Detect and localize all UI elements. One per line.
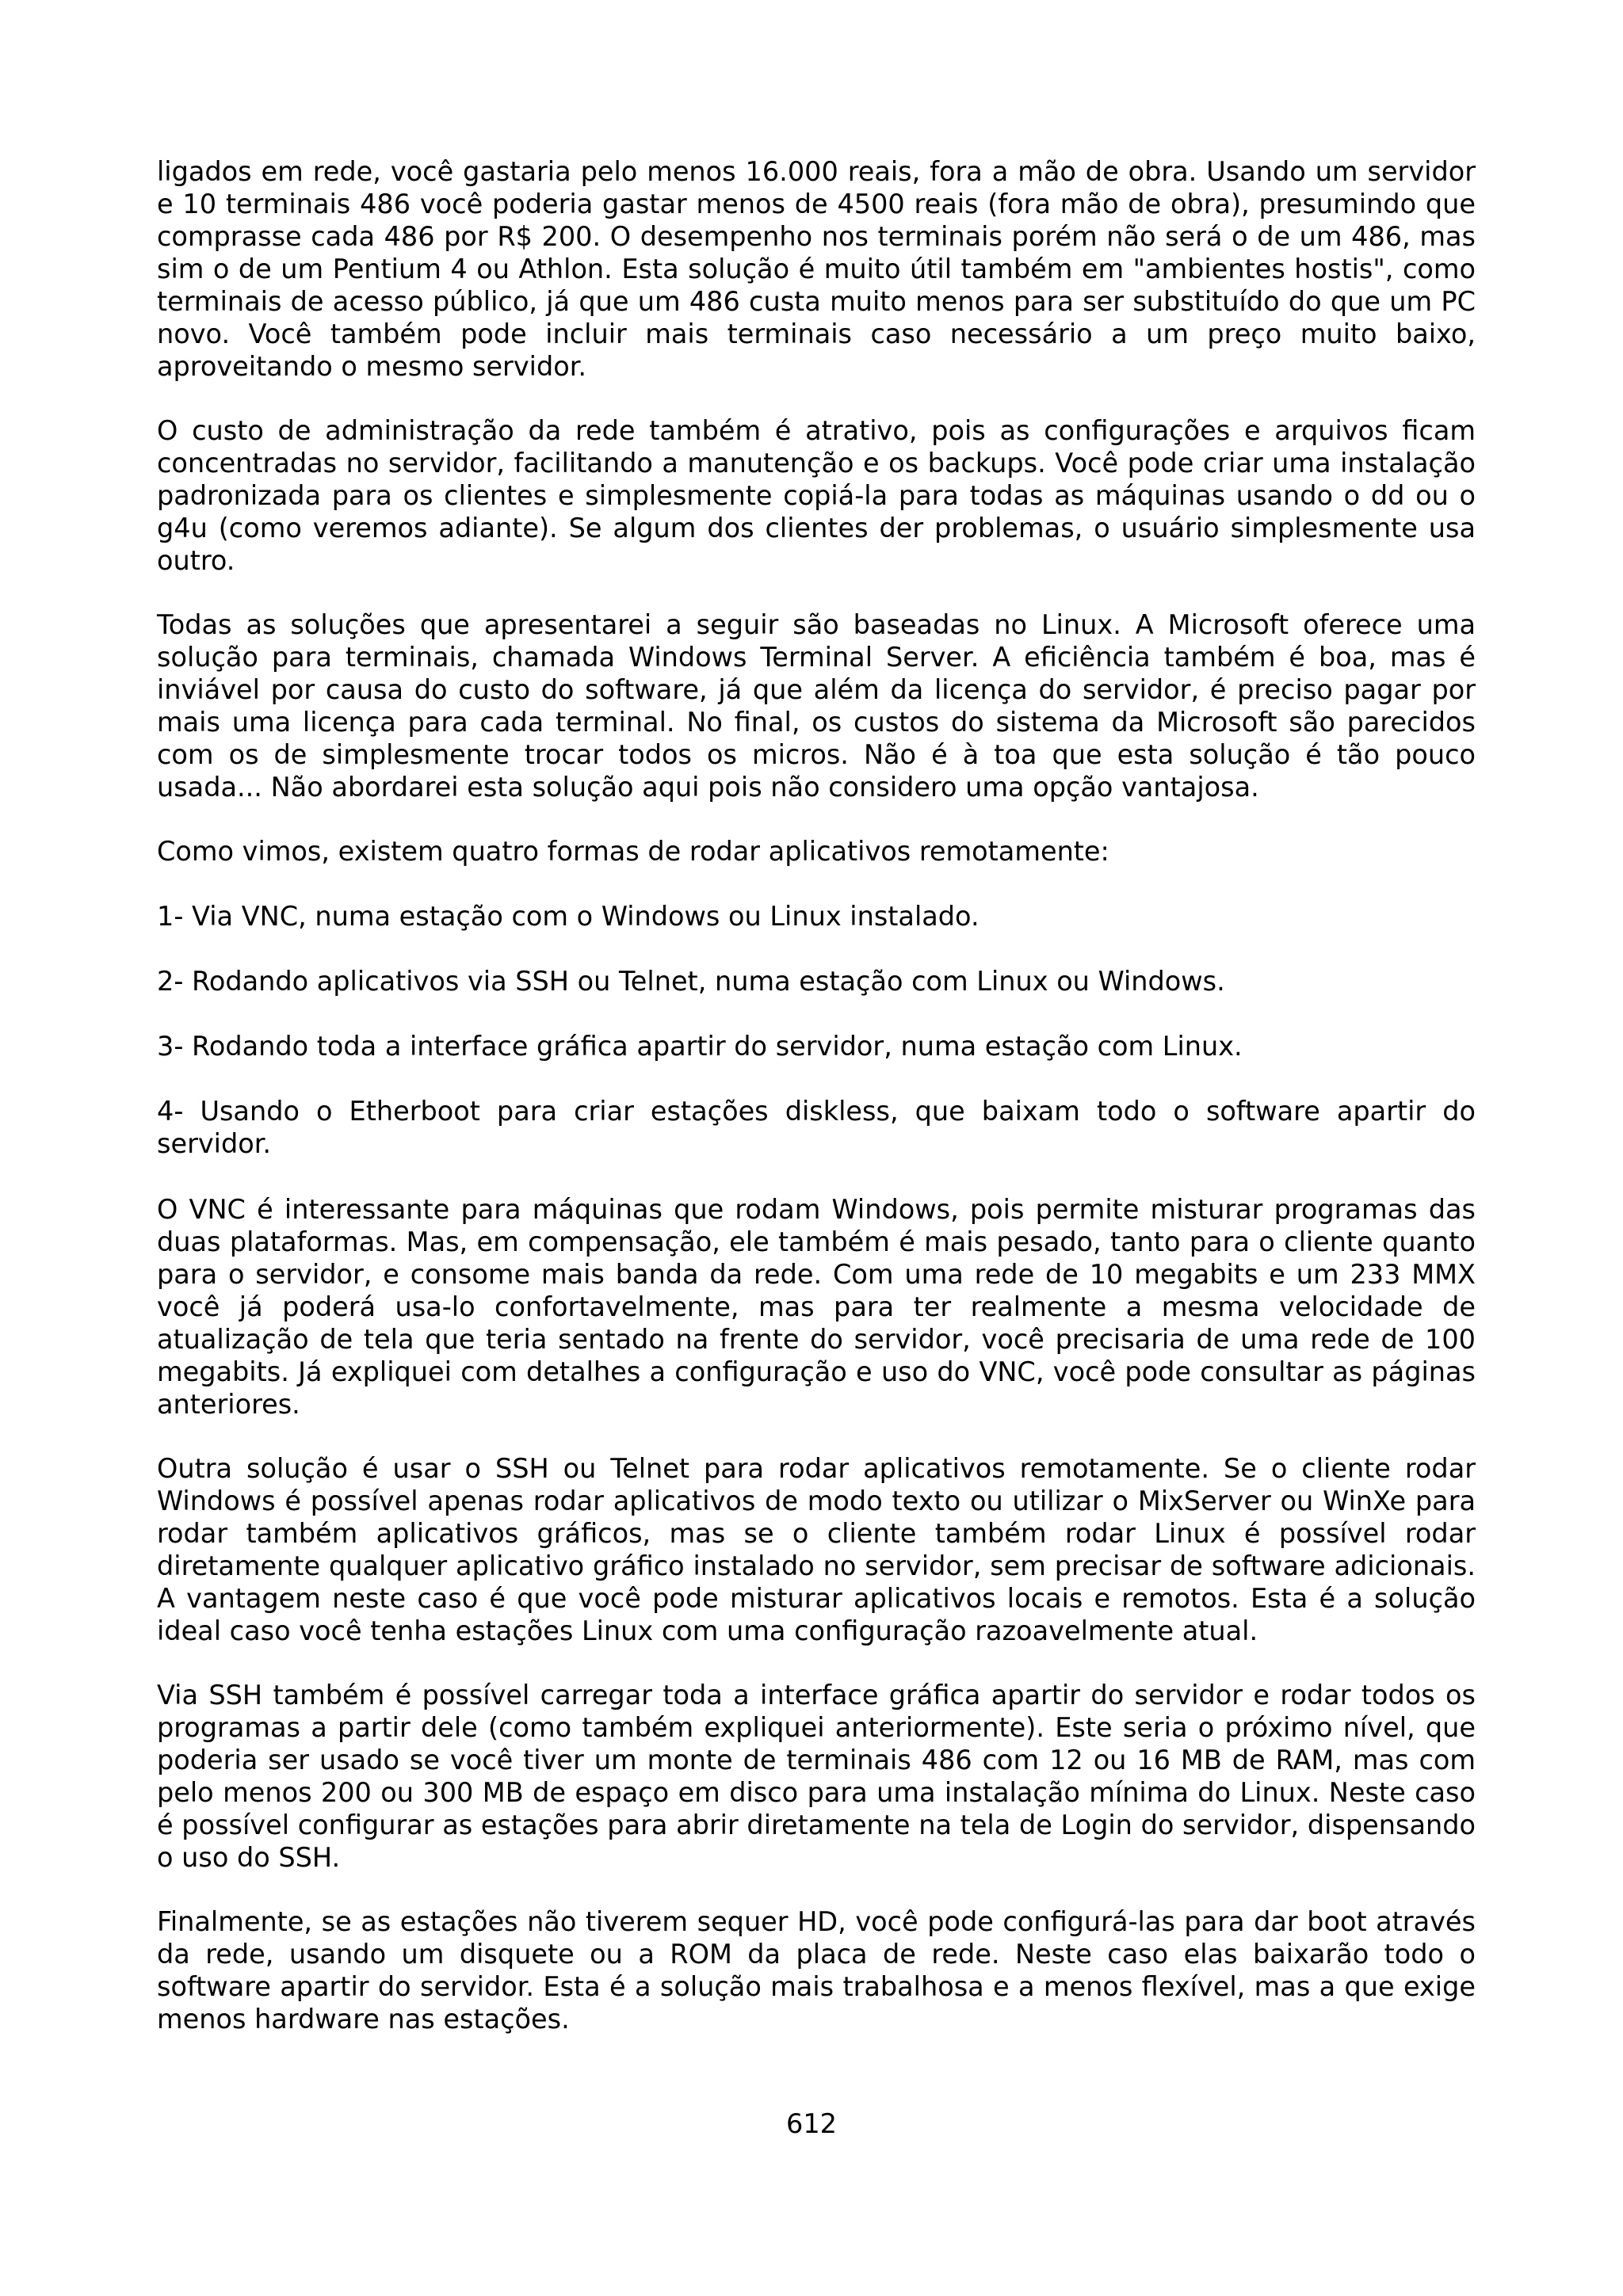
paragraph-administration-cost: O custo de administração da rede também é atrativo, pois as configurações e arquivos ficam concentradas no servidor, facilitando a manutenção e os backups. Você pode criar uma instalação padronizada para os clientes e simplesmente copiá-la para todas as máquinas usando o dd ou o g4u (como veremos adiante). Se algum dos clientes der problemas, o usuário simplesmente usa outro. — [157, 415, 1476, 576]
paragraph-four-ways-intro: Como vimos, existem quatro formas de rodar aplicativos remotamente: — [157, 836, 1109, 867]
list-item-graphical-interface: 3- Rodando toda a interface gráfica apartir do servidor, numa estação com Linux. — [157, 1031, 1243, 1062]
paragraph-vnc: O VNC é interessante para máquinas que rodam Windows, pois permite misturar programas das duas plataformas. Mas, em compensação, ele também é mais pesado, tanto para o cliente quanto para o servidor, e consome mais banda da rede. Com uma rede de 10 megabits e um 233 MMX você já poderá usa-lo confortavelmente, mas para ter realmente a mesma velocidade de atualização de tela que teria sentado na frente do servidor, você precisaria de uma rede de 100 megabits. Já expliquei com detalhes a configuração e uso do VNC, você pode consultar as páginas anteriores. — [157, 1194, 1476, 1420]
paragraph-ssh-telnet: Outra solução é usar o SSH ou Telnet para rodar aplicativos remotamente. Se o cliente rodar Windows é possível apenas rodar aplicativos de modo texto ou utilizar o MixServer ou WinXe para rodar também aplicativos gráficos, mas se o cliente também rodar Linux é possível rodar diretamente qualquer aplicativo gráfico instalado no servidor, sem precisar de software adicionais. A vantagem neste caso é que você pode misturar aplicativos locais e remotos. Esta é a solução ideal caso você tenha estações Linux com uma configuração razoavelmente atual. — [157, 1453, 1476, 1646]
page-number: 612 — [786, 2108, 837, 2139]
list-item-ssh-telnet: 2- Rodando aplicativos via SSH ou Telnet, numa estação com Linux ou Windows. — [157, 966, 1225, 997]
paragraph-linux-solutions: Todas as soluções que apresentarei a seguir são baseadas no Linux. A Microsoft oferece uma solução para terminais, chamada Windows Terminal Server. A eficiência também é boa, mas é inviável por causa do custo do software, já que além da licença do servidor, é preciso pagar por mais uma licença para cada terminal. No final, os custos do sistema da Microsoft são parecidos com os de simplesmente trocar todos os micros. Não é à toa que esta solução é tão pouco usada... Não abordarei esta solução aqui pois não considero uma opção vantajosa. — [157, 609, 1476, 803]
document-body — [157, 155, 1476, 2067]
paragraph-diskless: Finalmente, se as estações não tiverem sequer HD, você pode configurá-las para dar boot através da rede, usando um disquete ou a ROM da placa de rede. Neste caso elas baixarão todo o software apartir do servidor. Esta é a solução mais trabalhosa e a menos flexível, mas a que exige menos hardware nas estações. — [157, 1906, 1476, 2035]
paragraph-terminal-costs: ligados em rede, você gastaria pelo menos 16.000 reais, fora a mão de obra. Usando um servidor e 10 terminais 486 você poderia gastar menos de 4500 reais (fora mão de obra), presumindo que comprasse cada 486 por R$ 200. O desempenho nos terminais porém não será o de um 486, mas sim o de um Pentium 4 ou Athlon. Esta solução é muito útil também em "ambientes hostis", como terminais de acesso público, já que um 486 custa muito menos para ser substituído do que um PC novo. Você também pode incluir mais terminais caso necessário a um preço muito baixo, aproveitando o mesmo servidor. — [157, 156, 1476, 382]
paragraph-ssh-graphical: Via SSH também é possível carregar toda a interface gráfica apartir do servidor e rodar todos os programas a partir dele (como também expliquei anteriormente). Este seria o próximo nível, que poderia ser usado se você tiver um monte de terminais 486 com 12 ou 16 MB de RAM, mas com pelo menos 200 ou 300 MB de espaço em disco para uma instalação mínima do Linux. Neste caso é possível configurar as estações para abrir diretamente na tela de Login do servidor, dispensando o uso do SSH. — [157, 1680, 1476, 1873]
list-item-vnc: 1- Via VNC, numa estação com o Windows ou Linux instalado. — [157, 901, 980, 932]
list-item-etherboot: 4- Usando o Etherboot para criar estações diskless, que baixam todo o software apartir do servidor. — [157, 1096, 1476, 1159]
